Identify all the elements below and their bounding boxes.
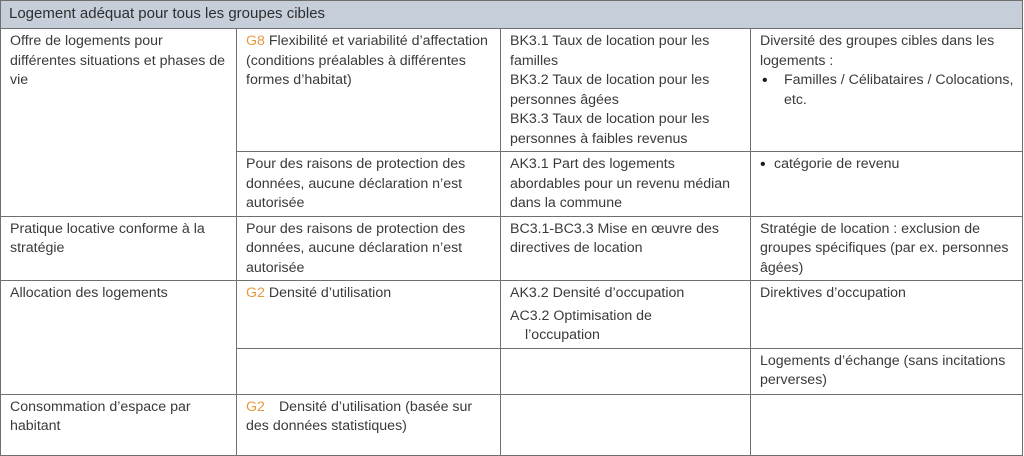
note-bullet: • catégorie de revenu: [760, 155, 1016, 175]
indicator-item: BK3.1 Taux de location pour les familles: [510, 33, 710, 69]
measure-text: Densité d’utilisation (basée sur des données statistiques): [246, 398, 473, 434]
indicator-cell: BC3.1-BC3.3 Mise en œuvre des directives de location: [501, 216, 751, 281]
indicator-item-continued: l’occupation: [525, 327, 600, 343]
note-cell: [751, 152, 1023, 217]
note-cell: Logements d’échange (sans incitations perverses): [751, 348, 1023, 394]
note-cell: [751, 29, 1023, 152]
measure-text: Flexibilité et variabilité d’affectation (conditions préalables à différentes formes d’habitat): [246, 33, 488, 88]
indicator-cell: [501, 281, 751, 349]
criterion-cell: Allocation des logements: [1, 281, 237, 395]
note-list: [760, 71, 1016, 110]
measure-code: G2: [246, 398, 265, 415]
indicator-cell: [501, 394, 751, 455]
note-intro: Diversité des groupes cibles dans les logements :: [760, 33, 995, 69]
note-list: [760, 155, 1016, 175]
note-cell: [751, 394, 1023, 455]
measure-cell: Pour des raisons de protection des données, aucune déclaration n’est autorisée: [237, 152, 501, 217]
table-title: Logement adéquat pour tous les groupes cibles: [1, 1, 1023, 29]
indicator-item: AK3.2 Densité d’occupation: [510, 285, 685, 301]
note-cell: Direktives d’occupation: [751, 281, 1023, 349]
indicator-item: AC3.2 Optimisation de: [510, 307, 652, 324]
measure-cell: [237, 281, 501, 349]
criterion-cell: Pratique locative conforme à la stratégie: [1, 216, 237, 281]
indicator-cell: AK3.1 Part des logements abordables pour un revenu médian dans la commune: [501, 152, 751, 217]
measure-code: G2: [246, 285, 265, 301]
indicator-item: BK3.2 Taux de location pour les personnes âgées: [510, 72, 710, 108]
measure-cell: [237, 348, 501, 394]
measure-cell: [237, 29, 501, 152]
indicator-cell: [501, 348, 751, 394]
measure-cell: Pour des raisons de protection des données, aucune déclaration n’est autorisée: [237, 216, 501, 281]
note-bullet: • Familles / Célibataires / Colocations, etc.: [760, 71, 1016, 110]
measure-code: G8: [246, 33, 265, 49]
criterion-cell: Offre de logements pour différentes situations et phases de vie: [1, 29, 237, 217]
indicator-item: BK3.3 Taux de location pour les personnes à faibles revenus: [510, 111, 710, 147]
measure-cell: [237, 394, 501, 455]
criterion-cell: Consommation d’espace par habitant: [1, 394, 237, 455]
measure-text: Densité d’utilisation: [264, 285, 392, 301]
note-cell: Stratégie de location : exclusion de groupes spécifiques (par ex. personnes âgées): [751, 216, 1023, 281]
indicator-cell: [501, 29, 751, 152]
